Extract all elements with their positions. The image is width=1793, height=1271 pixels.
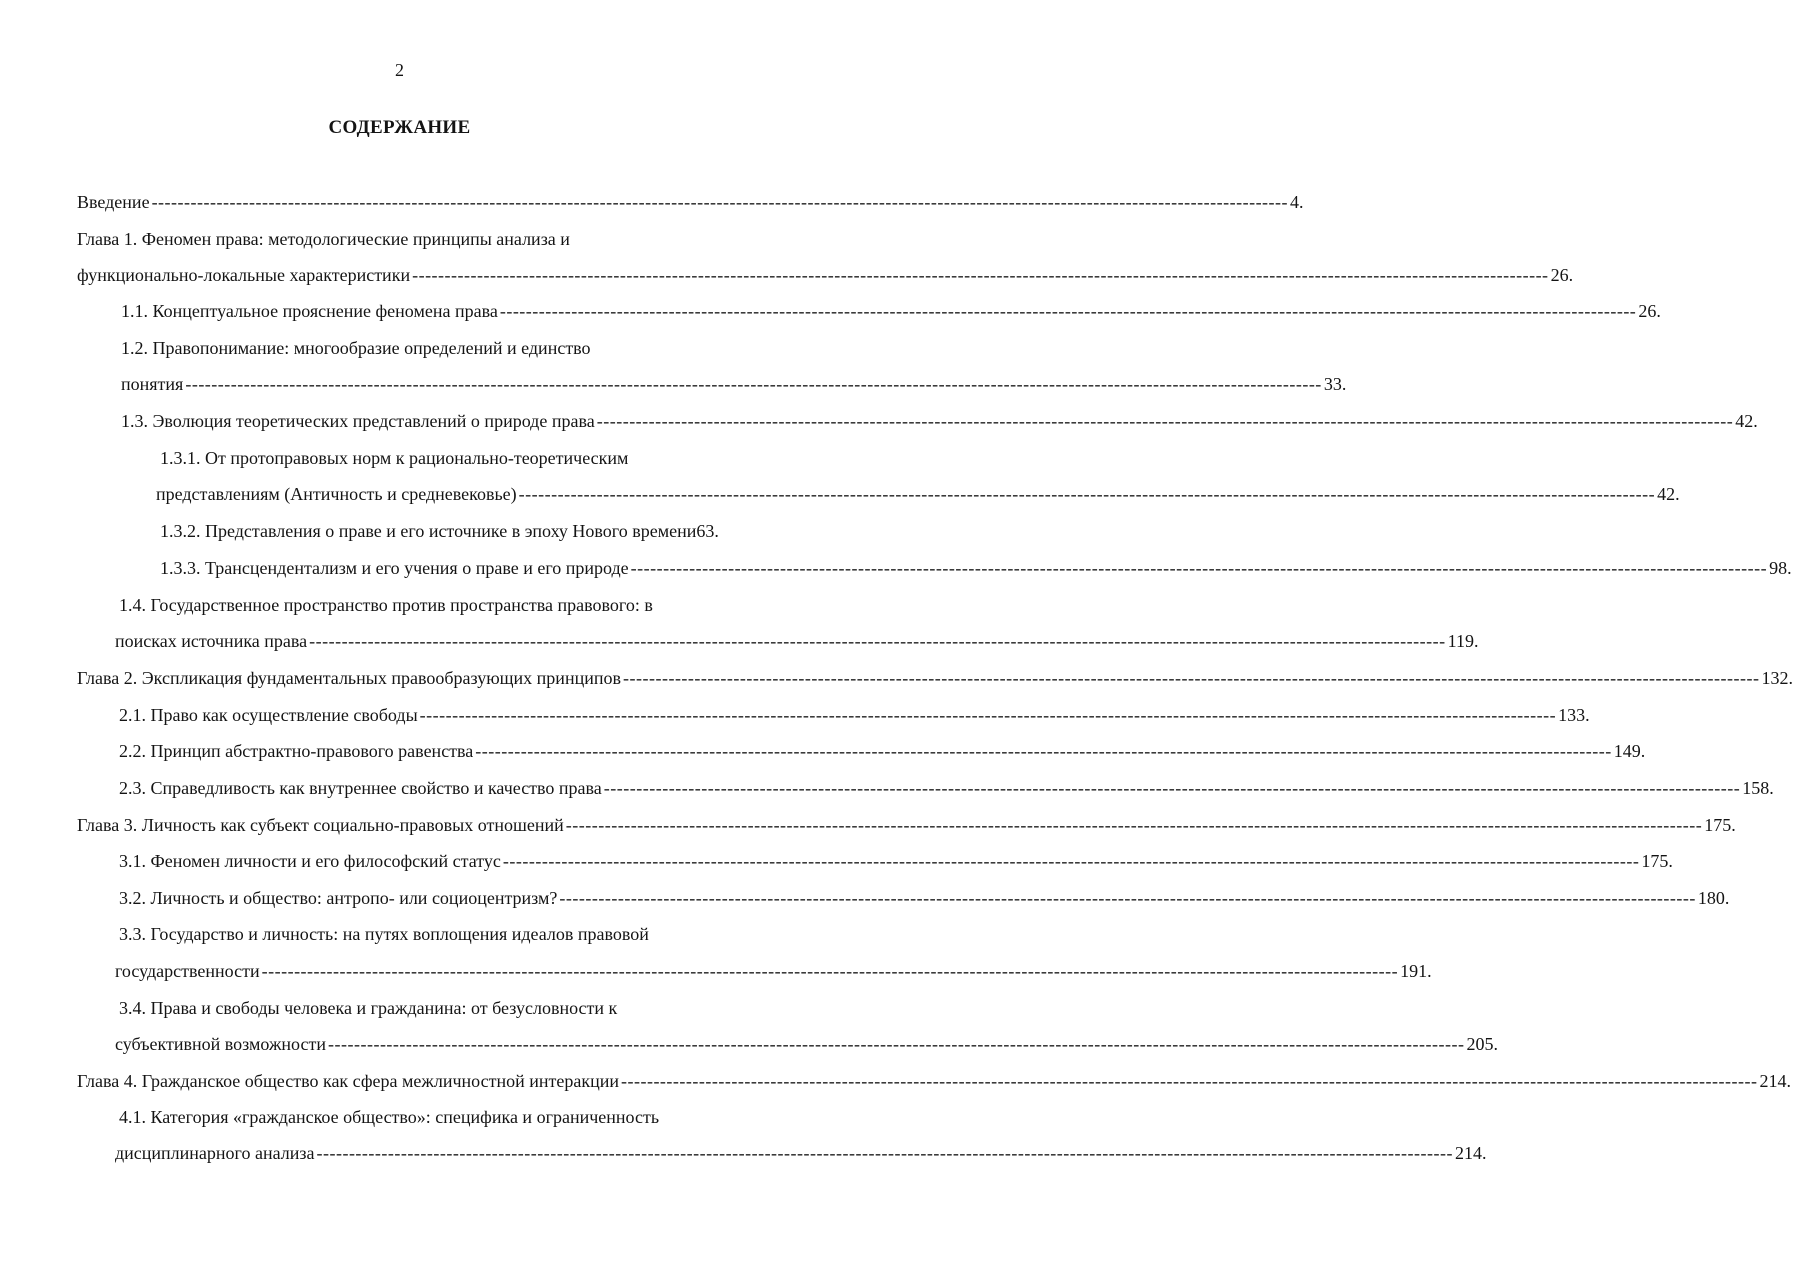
toc-entry-2-2 [119,734,1646,768]
toc-entry-1-4 [115,624,1479,658]
toc-entry-text: дисциплинарного анализа [115,1143,315,1163]
toc-entry-text: Глава 4. Гражданское общество как сфера межличностной интеракции [77,1071,619,1091]
toc-entry-4-1-line-1: 4.1. Категория «гражданское общество»: специфика и ограниченность [119,1107,660,1127]
toc-leader: ------------------------------------------------------------------------------------------------------------------------------------------------------------------------------- [419,705,1557,725]
toc-entry-1-3 [121,404,1758,438]
toc-entry-introduction [77,185,1304,219]
toc-page-number: 132. [1761,668,1793,688]
toc-page-number: 175. [1641,851,1673,871]
toc-page-number: 191. [1400,961,1432,981]
toc-entry-3-3 [115,954,1432,988]
toc-entry-text: 2.1. Право как осуществление свободы [119,705,418,725]
toc-page-number: 214. [1759,1071,1791,1091]
toc-entry-text: 3.1. Феномен личности и его философский статус [119,851,501,871]
toc-leader: ------------------------------------------------------------------------------------------------------------------------------------------------------------------------------- [620,1071,1758,1091]
toc-entry-chapter-3 [77,808,1736,842]
toc-entry-text: функционально-локальные характеристики [77,265,411,285]
toc-leader: ------------------------------------------------------------------------------------------------------------------------------------------------------------------------------- [559,888,1696,908]
toc-leader: ------------------------------------------------------------------------------------------------------------------------------------------------------------------------------- [622,668,1760,688]
toc-leader: ------------------------------------------------------------------------------------------------------------------------------------------------------------------------------- [185,374,1322,394]
toc-entry-text: Введение [77,192,150,212]
toc-page-number: 158. [1742,778,1774,798]
toc-entry-text: субъективной возможности [115,1034,326,1054]
toc-entry-text: 3.2. Личность и общество: антропо- или социоцентризм? [119,888,558,908]
toc-page-number: 175. [1704,815,1736,835]
toc-leader: ------------------------------------------------------------------------------------------------------------------------------------------------------------------------------- [316,1143,1453,1163]
toc-entry-chapter-4 [77,1064,1791,1098]
toc-leader: ------------------------------------------------------------------------------------------------------------------------------------------------------------------------------- [565,815,1703,835]
toc-entry-text: 1.3. Эволюция теоретических представлений о природе права [121,411,595,431]
toc-leader: ------------------------------------------------------------------------------------------------------------------------------------------------------------------------------- [502,851,1640,871]
toc-page-number: 119. [1447,631,1479,651]
toc-entry-1-3-1-line-1: 1.3.1. От протоправовых норм к рационально-теоретическим [160,448,629,468]
toc-entry-chapter-1 [77,258,1574,292]
toc-entry-text: 2.3. Справедливость как внутреннее свойство и качество права [119,778,602,798]
toc-page-number: 133. [1558,705,1590,725]
toc-leader: ------------------------------------------------------------------------------------------------------------------------------------------------------------------------------- [412,265,1549,285]
toc-page-number: 42. [1657,484,1680,504]
toc-leader: ------------------------------------------------------------------------------------------------------------------------------------------------------------------------------- [603,778,1741,798]
toc-entry-3-2 [119,881,1730,915]
toc-leader: ------------------------------------------------------------------------------------------------------------------------------------------------------------------------------- [309,631,1446,651]
toc-entry-1-2-line-1: 1.2. Правопонимание: многообразие определений и единство [121,338,591,358]
toc-page-number: 98. [1769,558,1792,578]
toc-page-number: 4. [1290,192,1304,212]
toc-entry-text: государственности [115,961,260,981]
toc-leader: ------------------------------------------------------------------------------------------------------------------------------------------------------------------------------- [518,484,1656,504]
toc-entry-2-3 [119,771,1774,805]
toc-page-number: 33. [1323,374,1347,394]
toc-entry-1-3-1 [156,477,1680,511]
toc-entry-text: 2.2. Принцип абстрактно-правового равенства [119,741,474,761]
toc-entry-text: 1.3.3. Трансцендентализм и его учения о праве и его природе [160,558,629,578]
toc-leader: ------------------------------------------------------------------------------------------------------------------------------------------------------------------------------- [475,741,1612,761]
toc-page-number: 180. [1697,888,1730,908]
toc-entry-3-3-line-1: 3.3. Государство и личность: на путях воплощения идеалов правовой [119,924,649,944]
toc-entry-text: Глава 2. Экспликация фундаментальных правообразующих принципов [77,668,621,688]
page-title: СОДЕРЖАНИЕ [328,117,471,138]
toc-entry-text: представлениям (Античность и средневековье) [156,484,517,504]
toc-entry-1-3-3 [160,551,1792,585]
toc-entry-text: поисках источника права [115,631,308,651]
toc-entry-3-1 [119,844,1673,878]
toc-entry-1-4-line-1: 1.4. Государственное пространство против пространства правового: в [119,595,653,615]
toc-entry-3-4-line-1: 3.4. Права и свободы человека и гражданина: от безусловности к [119,998,618,1018]
toc-entry-1-3-2: 1.3.2. Представления о праве и его источнике в эпоху Нового времени63. [160,521,719,541]
toc-leader: ------------------------------------------------------------------------------------------------------------------------------------------------------------------------------- [261,961,1399,981]
toc-leader: ------------------------------------------------------------------------------------------------------------------------------------------------------------------------------- [151,192,1289,212]
toc-leader: ------------------------------------------------------------------------------------------------------------------------------------------------------------------------------- [327,1034,1465,1054]
toc-entry-3-4 [115,1027,1498,1061]
toc-entry-2-1 [119,698,1590,732]
toc-entry-4-1 [115,1136,1487,1170]
page-number: 2 [395,60,404,80]
toc-entry-text: Глава 3. Личность как субъект социально-правовых отношений [77,815,564,835]
toc-leader: ------------------------------------------------------------------------------------------------------------------------------------------------------------------------------- [499,301,1637,321]
toc-page-number: 214. [1454,1143,1487,1163]
toc-entry-chapter-2 [77,661,1793,695]
toc-entry-text: 1.1. Концептуальное прояснение феномена права [121,301,498,321]
toc-page-number: 149. [1613,741,1646,761]
toc-page-number: 42. [1735,411,1758,431]
toc-page-number: 26. [1550,265,1574,285]
toc-entry-text: понятия [121,374,184,394]
toc-page-number: 26. [1638,301,1661,321]
toc-page-number: 205. [1466,1034,1498,1054]
toc-leader: ------------------------------------------------------------------------------------------------------------------------------------------------------------------------------- [630,558,1768,578]
toc-entry-1-1 [121,294,1661,328]
toc-entry-chapter-1-line-1: Глава 1. Феномен права: методологические принципы анализа и [77,229,570,249]
toc-entry-1-2 [121,367,1347,401]
toc-leader: ------------------------------------------------------------------------------------------------------------------------------------------------------------------------------- [596,411,1734,431]
